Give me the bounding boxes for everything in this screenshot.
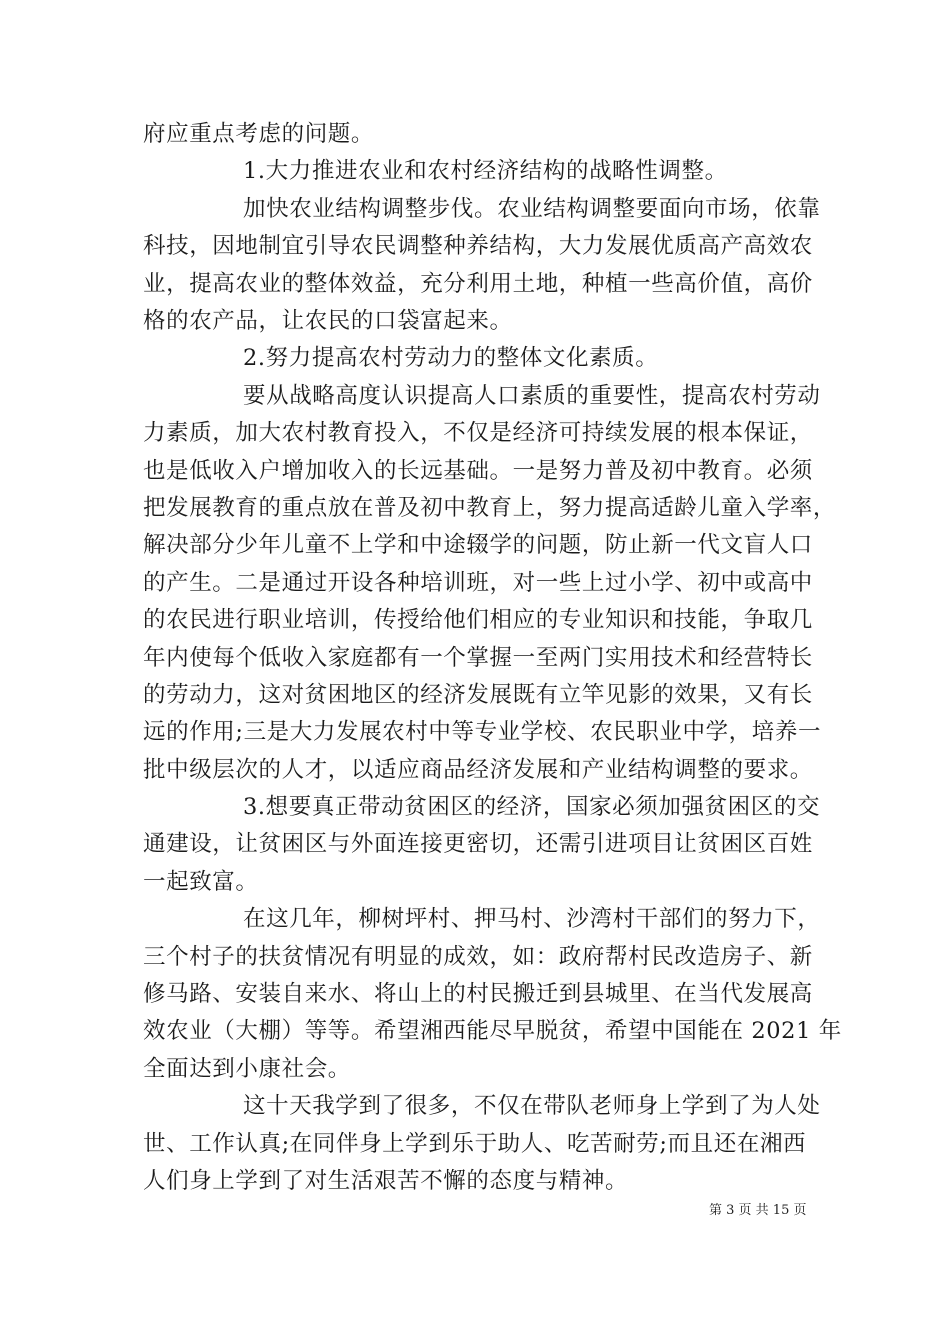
paragraph-line: 力素质，加大农村教育投入，不仅是经济可持续发展的根本保证， xyxy=(143,420,813,446)
paragraph-line: 的产生。二是通过开设各种培训班，对一些上过小学、初中或高中 xyxy=(143,570,813,596)
heading-item-2: 2.努力提高农村劳动力的整体文化素质。 xyxy=(243,345,659,371)
paragraph-line: 把发展教育的重点放在普及初中教育上，努力提高适龄儿童入学率， xyxy=(143,495,837,521)
paragraph-line: 加快农业结构调整步伐。农业结构调整要面向市场，依靠 xyxy=(243,196,821,222)
paragraph-line: 格的农产品，让农民的口袋富起来。 xyxy=(143,308,513,334)
paragraph-line: 修马路、安装自来水、将山上的村民搬迁到县城里、在当代发展高 xyxy=(143,981,813,1007)
paragraph-line: 的劳动力，这对贫困地区的经济发展既有立竿见影的效果，又有长 xyxy=(143,682,813,708)
paragraph-line: 这十天我学到了很多，不仅在带队老师身上学到了为人处 xyxy=(243,1093,821,1119)
paragraph-line: 效农业（大棚）等等。希望湘西能尽早脱贫，希望中国能在 2021 年 xyxy=(143,1018,842,1044)
paragraph-line: 科技，因地制宜引导农民调整种养结构，大力发展优质高产高效农 xyxy=(143,233,813,259)
page-number-footer: 第 3 页 共 15 页 xyxy=(709,1203,807,1218)
paragraph-line: 世、工作认真;在同伴身上学到乐于助人、吃苦耐劳;而且还在湘西 xyxy=(143,1131,807,1157)
paragraph-line: 全面达到小康社会。 xyxy=(143,1056,351,1082)
paragraph-line: 在这几年，柳树坪村、押马村、沙湾村干部们的努力下， xyxy=(243,906,821,932)
paragraph-line: 通建设，让贫困区与外面连接更密切，还需引进项目让贫困区百姓 xyxy=(143,831,813,857)
paragraph-line: 也是低收入户增加收入的长远基础。一是努力普及初中教育。必须 xyxy=(143,458,813,484)
paragraph-line: 要从战略高度认识提高人口素质的重要性，提高农村劳动 xyxy=(243,383,821,409)
heading-item-1: 1.大力推进农业和农村经济结构的战略性调整。 xyxy=(243,158,728,184)
paragraph-line: 年内使每个低收入家庭都有一个掌握一至两门实用技术和经营特长 xyxy=(143,645,813,671)
paragraph-line: 一起致富。 xyxy=(143,869,259,895)
text-line: 府应重点考虑的问题。 xyxy=(143,121,375,147)
paragraph-line: 批中级层次的人才，以适应商品经济发展和产业结构调整的要求。 xyxy=(143,757,813,783)
paragraph-line: 业，提高农业的整体效益，充分利用土地，种植一些高价值，高价 xyxy=(143,271,813,297)
paragraph-line: 三个村子的扶贫情况有明显的成效，如：政府帮村民改造房子、新 xyxy=(143,944,813,970)
paragraph-line: 的农民进行职业培训，传授给他们相应的专业知识和技能，争取几 xyxy=(143,607,813,633)
paragraph-line: 人们身上学到了对生活艰苦不懈的态度与精神。 xyxy=(143,1168,629,1194)
paragraph-line: 远的作用;三是大力发展农村中等专业学校、农民职业中学，培养一 xyxy=(143,719,822,745)
paragraph-line: 解决部分少年儿童不上学和中途辍学的问题，防止新一代文盲人口 xyxy=(143,532,813,558)
heading-item-3: 3.想要真正带动贫困区的经济，国家必须加强贫困区的交 xyxy=(243,794,821,820)
